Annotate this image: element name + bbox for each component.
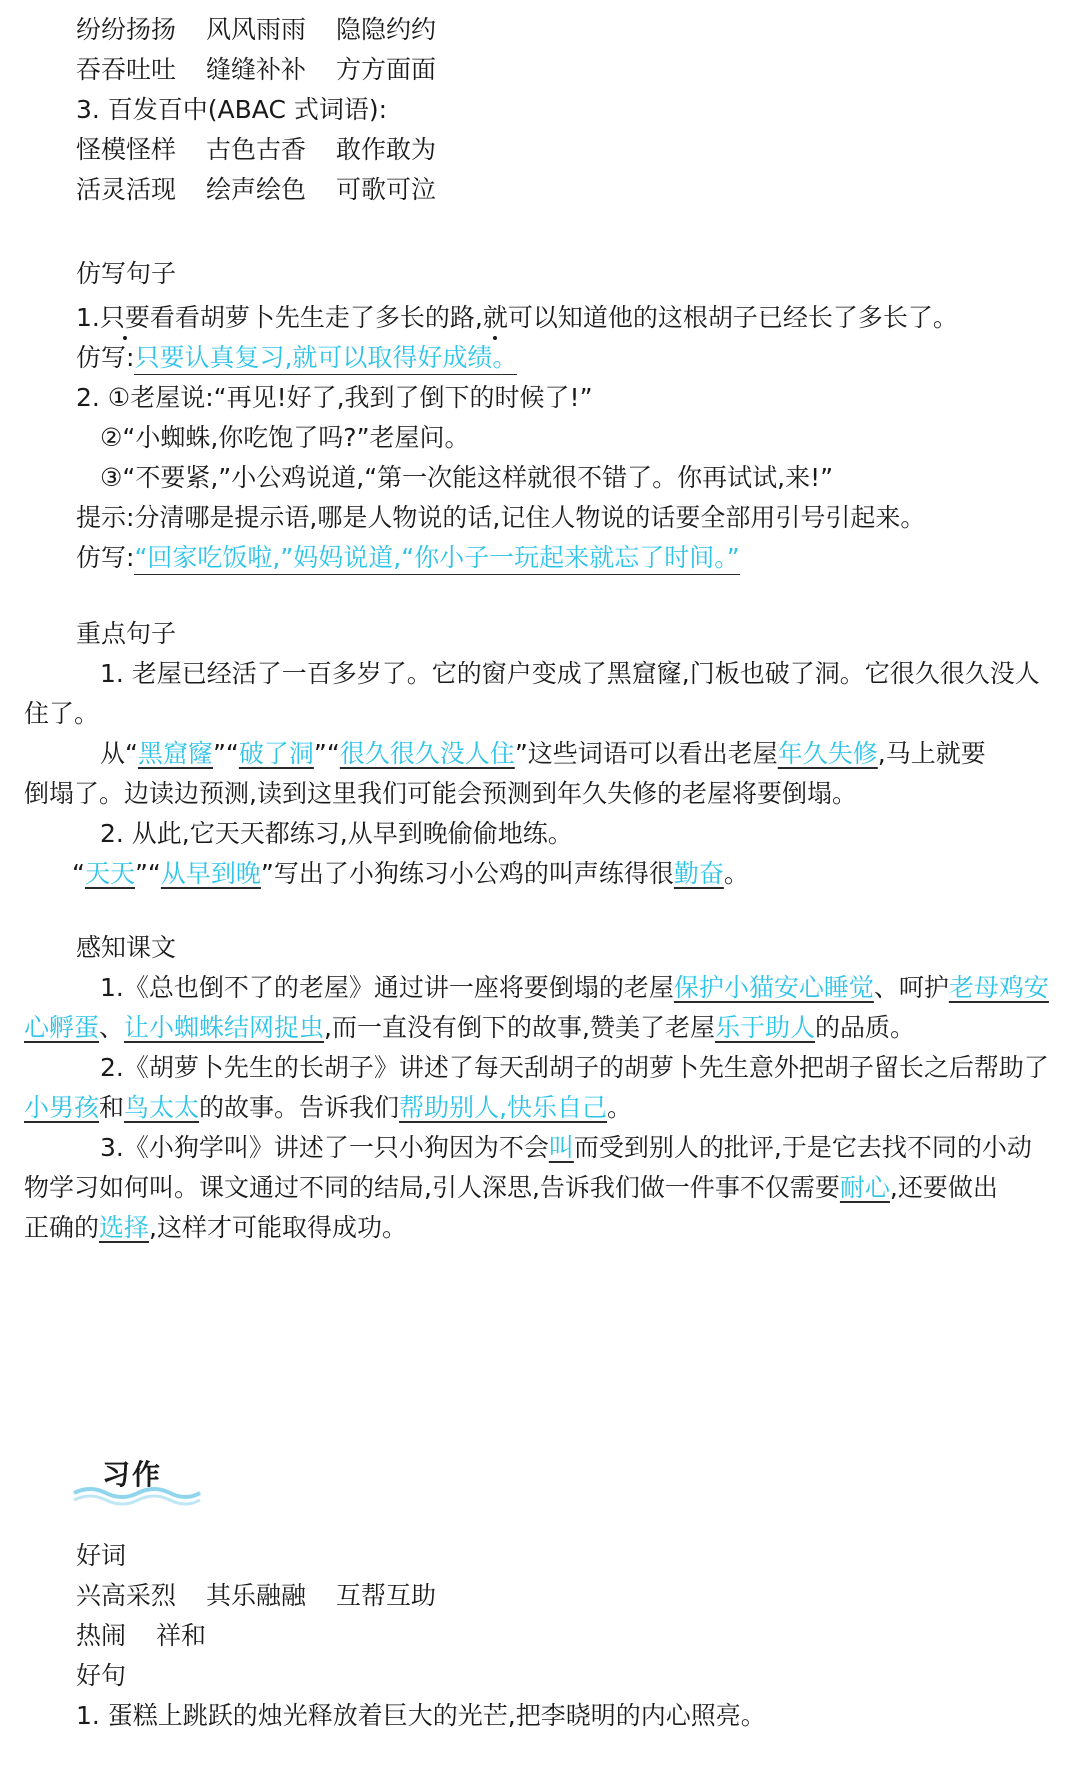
sentence-text: 可以知道他的这根胡子已经长了多长了。 [507,303,958,332]
text: “ [72,859,85,888]
answer-text: 帮助别人,快乐自己 [399,1093,608,1122]
wave-decoration-icon [72,1483,202,1507]
answer-text: 从早到晚 [160,859,261,888]
vocab-word: 敢作敢为 [336,135,437,164]
vocab-word: 方方面面 [336,55,437,84]
vocab-word: 吞吞吐吐 [76,55,177,84]
text: ”“ [134,859,161,888]
sentence-text: 看看胡萝卜先生走了多长的路, [149,303,483,332]
vocab-word: 活灵活现 [76,175,177,204]
key-sentence-1a: 1. 老屋已经活了一百多岁了。它的窗户变成了黑窟窿,门板也破了洞。它很久很久没人 [100,659,1040,688]
text: 的品质。 [814,1013,915,1042]
perceive-1b [0,1010,1080,1046]
answer-text: 耐心 [839,1173,890,1202]
perceive-3a [0,1130,1080,1166]
vocab-word: 互帮互助 [336,1581,437,1610]
good-words-row-1 [0,1578,1080,1614]
text: 、呵护 [873,973,949,1002]
answer-text: 保护小猫安心睡觉 [673,973,874,1002]
vocab-word: 怪模怪样 [76,135,177,164]
perceive-1a [0,970,1080,1006]
text: 和 [99,1093,125,1122]
text: ,还要做出 [889,1173,998,1202]
perceive-3b [0,1170,1080,1206]
key-comment-2 [0,856,1080,892]
answer-text: 老母鸡安 [948,973,1049,1002]
abac-title: 3. 百发百中(ABAC 式词语): [76,95,388,124]
answer-blank [134,542,739,575]
sentence-number: 1. [76,303,100,332]
key-comment-1a [0,736,1080,772]
vocab-word: 缝缝补补 [206,55,307,84]
text: 从“ [100,739,138,768]
good-words-row-2 [0,1618,1080,1654]
text: ”这些词语可以看出老屋 [514,739,778,768]
text: 、 [99,1013,125,1042]
text: 1.《总也倒不了的老屋》通过讲一座将要倒塌的老屋 [100,973,674,1002]
section-title: 习作 [102,1458,163,1491]
emphasis-word: 就 [483,300,508,336]
answer-text: 勤奋 [673,859,724,888]
vocab-word: 隐隐约约 [336,15,437,44]
answer-text: 天天 [84,859,135,888]
perceive-2a: 2.《胡萝卜先生的长胡子》讲述了每天刮胡子的胡萝卜先生意外把胡子留长之后帮助了 [100,1053,1049,1082]
text: 而受到别人的批评,于是它去找不同的小动 [573,1133,1032,1162]
text: ,而一直没有倒下的故事,赞美了老屋 [324,1013,715,1042]
answer-text: 鸟太太 [124,1093,200,1122]
vocab-word: 其乐融融 [206,1581,307,1610]
answer-text: 黑窟窿 [137,739,213,768]
imitate-sentence-1 [0,300,1080,336]
vocab-row-2 [0,52,1080,88]
text: ”写出了小狗练习小公鸡的叫声练得很 [260,859,674,888]
key-comment-1b: 倒塌了。边读边预测,读到这里我们可能会预测到年久失修的老屋将要倒塌。 [24,779,857,808]
text: ,马上就要 [877,739,986,768]
imitate-sentence-2-3: ③“不要紧,”小公鸡说道,“第一次能这样就很不错了。你再试试,来!” [100,463,834,492]
text: 正确的 [24,1213,100,1242]
good-sentence-1: 1. 蛋糕上跳跃的烛光释放着巨大的光芒,把李晓明的内心照亮。 [76,1701,766,1730]
vocab-word: 古色古香 [206,135,307,164]
vocab-word: 热闹 [76,1621,127,1650]
text: ”“ [313,739,340,768]
answer-text: 小男孩 [24,1093,100,1122]
answer-text: 叫 [548,1133,574,1162]
vocab-word: 兴高采烈 [76,1581,177,1610]
text: ”“ [212,739,239,768]
vocab-word: 绘声绘色 [206,175,307,204]
answer-blank [134,342,517,375]
text: ,这样才可能取得成功。 [149,1213,407,1242]
answer-label: 仿写: [76,543,135,572]
key-heading: 重点句子 [76,619,177,648]
text: 物学习如何叫。课文通过不同的结局,引人深思,告诉我们做一件事不仅需要 [24,1173,840,1202]
imitate-sentence-2-2: ②“小蜘蛛,你吃饱了吗?”老屋问。 [100,423,470,452]
answer-text: 破了洞 [238,739,314,768]
answer-text: 选择 [99,1213,150,1242]
vocab-word: 可歌可泣 [336,175,437,204]
vocab-word: 纷纷扬扬 [76,15,177,44]
keyword-only [100,303,150,332]
vocab-word: 祥和 [156,1621,207,1650]
answer-text: 让小蜘蛛结网捉虫 [124,1013,325,1042]
vocab-row-3 [0,132,1080,168]
answer-text: 乐于助人 [714,1013,815,1042]
good-sentences-heading: 好句 [76,1661,127,1690]
answer-text: 很久很久没人住 [339,739,515,768]
vocab-word: 风风雨雨 [206,15,307,44]
answer-text: 年久失修 [777,739,878,768]
answer-text: 只要认真复习,就可以取得好成绩。 [134,343,518,372]
imitate-answer-2 [0,540,1080,576]
perceive-heading: 感知课文 [76,933,177,962]
imitate-heading: 仿写句子 [76,259,177,288]
imitate-hint: 提示:分清哪是提示语,哪是人物说的话,记住人物说的话要全部用引号引起来。 [76,503,926,532]
text: 。 [607,1093,633,1122]
answer-text: 心孵蛋 [24,1013,100,1042]
imitate-answer-1 [0,340,1080,376]
answer-text: “回家吃饭啦,”妈妈说道,“你小子一玩起来就忘了时间。” [134,543,740,572]
answer-label: 仿写: [76,343,135,372]
emphasis-word: 只要 [100,300,150,336]
perceive-3c [0,1210,1080,1246]
vocab-row-4 [0,172,1080,208]
text: 。 [723,859,749,888]
writing-section-header [72,1453,212,1503]
key-sentence-1b: 住了。 [24,699,100,728]
key-sentence-2: 2. 从此,它天天都练习,从早到晚偷偷地练。 [100,819,573,848]
good-words-heading: 好词 [76,1541,127,1570]
perceive-2b [0,1090,1080,1126]
text: 的故事。告诉我们 [199,1093,400,1122]
text: 3.《小狗学叫》讲述了一只小狗因为不会 [100,1133,549,1162]
vocab-row-1 [0,12,1080,48]
imitate-sentence-2-1: 2. ①老屋说:“再见!好了,我到了倒下的时候了!” [76,383,593,412]
